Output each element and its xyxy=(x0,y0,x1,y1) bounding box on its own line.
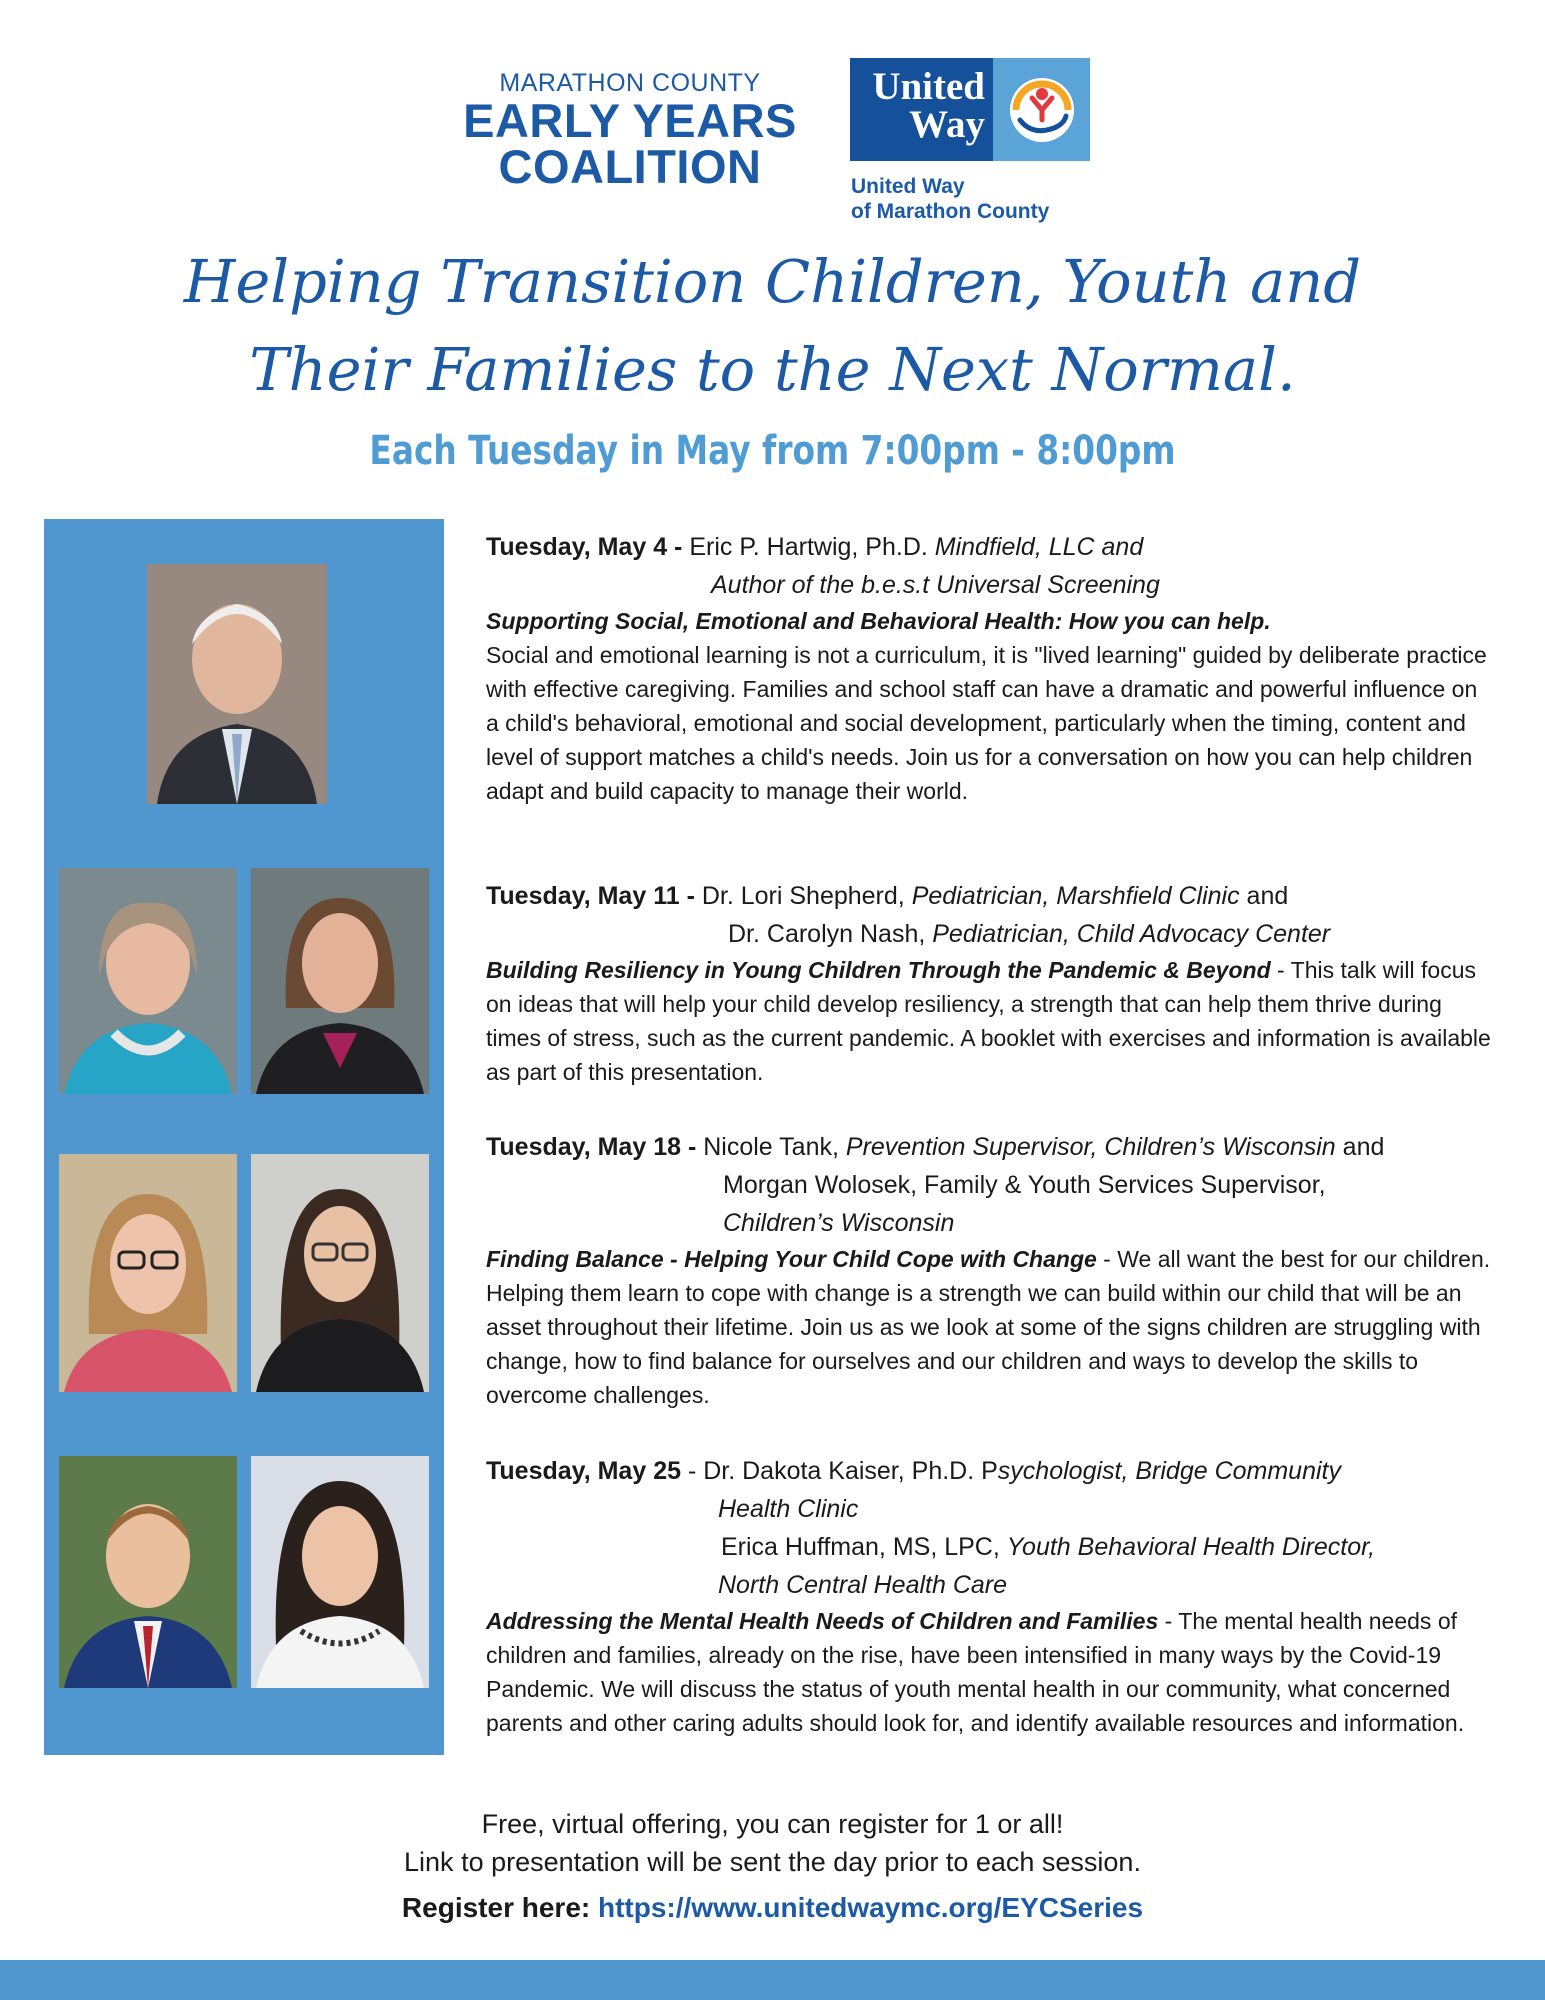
speaker-name: Dr. Carolyn Nash, xyxy=(728,920,933,948)
session-description: Social and emotional learning is not a curriculum, it is "lived learning" guided by deliberate practice with effective caregiving. Families and school staff can have a dramatic and powerful influence on a child's behavioral, emotional and social development, particularly when the timing, content and level of support matches a child's needs. Join us for a conversation on how you can help children adapt and build capacity to manage their world. xyxy=(486,642,1487,804)
speaker-role: Pediatrician, Marshfield Clinic xyxy=(911,882,1240,910)
speaker-name: Dr. Lori Shepherd, xyxy=(701,882,912,910)
speaker-role: Author of the b.e.s.t Universal Screening xyxy=(711,571,1160,599)
speaker-name: Dr. Dakota Kaiser, Ph.D. P xyxy=(703,1457,998,1485)
session-date: Tuesday, May 25 xyxy=(486,1457,681,1485)
session-topic: Supporting Social, Emotional and Behavioral Health: How you can help. xyxy=(486,608,1271,634)
session-may-25: Tuesday, May 25 - Dr. Dakota Kaiser, Ph.D. Psychologist, Bridge Community Health Clinic Erica Huffman, MS, LPC, Youth Behavioral Health Director, North Central Health Care Addressing the Mental Health Needs of Children and Families - The mental health needs of children and families, already on the rise, have been intensified in many ways by the Covid-19 Pandemic. We will discuss the status of youth mental health in our community, what concerned parents and other caring adults should look for, and identify available resources and information. xyxy=(486,1457,1465,1736)
speaker-role: Health Clinic xyxy=(718,1495,859,1523)
coalition-sub: MARATHON COUNTY xyxy=(499,69,761,97)
session-may-4: Tuesday, May 4 - Eric P. Hartwig, Ph.D. Mindfield, LLC and Author of the b.e.s.t Universal Screening Supporting Social, Emotional and Behavioral Health: How you can help. Social and emotional learning is not a curriculum, it is "lived learning" guided by deliberate practice with effective caregiving. Families and school staff can have a dramatic and powerful influence on a child's behavioral, emotional and social development, particularly when the timing, content and level of support matches a child's needs. Join us for a conversation on how you can help children adapt and build capacity to manage their world. xyxy=(486,528,1496,808)
page-subtitle: Each Tuesday in May from 7:00pm - 8:00pm xyxy=(369,428,1176,474)
coalition-line1: EARLY YEARS xyxy=(463,94,797,147)
united-way-logo xyxy=(850,58,1090,161)
speaker-name: Eric P. Hartwig, Ph.D. xyxy=(689,533,935,561)
speaker-photo-wolosek xyxy=(251,1154,429,1392)
session-date: Tuesday, May 4 xyxy=(486,533,668,561)
early-years-coalition-logo xyxy=(455,68,805,193)
speaker-photo-kaiser xyxy=(59,1456,237,1688)
speaker-role: Pediatrician, Child Advocacy Center xyxy=(932,920,1331,948)
speaker-photo-tank xyxy=(59,1154,237,1392)
session-may-18: Tuesday, May 18 - Nicole Tank, Prevention Supervisor, Children’s Wisconsin and Morgan Wolosek, Family & Youth Services Supervisor, Children’s Wisconsin Finding Balance - Helping Your Child Cope with Change - We all want the best for our children. Helping them learn to cope with change is a strength we can build within our child that will be an asset throughout their lifetime. Join us as we look at some of the signs children are struggling with change, how to find balance for ourselves and our children and ways to develop the skills to overcome challenges. xyxy=(486,1133,1491,1408)
speaker-role: sychologist, Bridge Community xyxy=(997,1457,1341,1485)
register-line xyxy=(0,1889,1545,1927)
session-description: This talk will focus on ideas that will help your child develop resiliency, a strength that can help them thrive during times of stress, such as the current pandemic. A booklet with exercises and information is available as part of this presentation. xyxy=(486,957,1491,1085)
speaker-name: Nicole Tank, xyxy=(703,1133,846,1161)
speaker-photo-panel xyxy=(44,519,444,1755)
register-link[interactable]: https://www.unitedwaymc.org/EYCSeries xyxy=(598,1892,1144,1923)
session-may-11: Tuesday, May 11 - Dr. Lori Shepherd, Pediatrician, Marshfield Clinic and Dr. Carolyn Nash, Pediatrician, Child Advocacy Center Building Resiliency in Young Children Through the Pandemic & Beyond - This talk will focus on ideas that will help your child develop resiliency, a strength that can help them thrive during times of stress, such as the current pandemic. A booklet with exercises and information is available as part of this presentation. xyxy=(486,882,1491,1085)
session-topic: Finding Balance - Helping Your Child Cope with Change xyxy=(486,1246,1097,1272)
footer-line1: Free, virtual offering, you can register for 1 or all! xyxy=(481,1809,1064,1839)
speaker-name: Morgan Wolosek, Family & Youth Services Supervisor, xyxy=(723,1171,1326,1199)
speaker-photo-hartwig xyxy=(147,564,327,804)
speaker-name: Erica Huffman, MS, LPC, xyxy=(721,1533,1007,1561)
session-date: Tuesday, May 18 xyxy=(486,1133,681,1161)
footer-line2: Link to presentation will be sent the day prior to each session. xyxy=(404,1847,1141,1877)
speaker-role: Mindfield, LLC and xyxy=(934,533,1144,561)
speaker-role: Children’s Wisconsin xyxy=(723,1209,955,1237)
session-date: Tuesday, May 11 xyxy=(486,882,680,910)
page-title xyxy=(0,238,1545,414)
speaker-role: Prevention Supervisor, Children’s Wisconsin xyxy=(845,1133,1336,1161)
speaker-role: North Central Health Care xyxy=(718,1571,1008,1599)
speaker-photo-huffman xyxy=(251,1456,429,1688)
register-label: Register here: xyxy=(401,1892,598,1923)
title-line2: Their Families to the Next Normal. xyxy=(249,335,1296,404)
session-topic: Building Resiliency in Young Children Through the Pandemic & Beyond xyxy=(486,957,1271,983)
session-description: We all want the best for our children. Helping them learn to cope with change is a strength we can build within our child that will be an asset throughout their lifetime. Join us as we look at some of the signs children are struggling with change, how to find balance for ourselves and our children and ways to develop the skills to overcome challenges. xyxy=(486,1246,1491,1408)
speaker-photo-nash xyxy=(251,868,429,1094)
united-way-hand-icon xyxy=(993,58,1090,161)
session-description: The mental health needs of children and families, already on the rise, have been intensified in many ways by the Covid-19 Pandemic. We will discuss the status of youth mental health in our community, what concerned parents and other caring adults should look for, and identify available resources and information. xyxy=(486,1608,1465,1736)
footer xyxy=(0,1805,1545,1927)
title-line1: Helping Transition Children, Youth and xyxy=(183,247,1362,316)
speaker-role: Youth Behavioral Health Director, xyxy=(1006,1533,1376,1561)
united-way-caption: United Way of Marathon County xyxy=(851,175,1050,223)
coalition-line2: COALITION xyxy=(498,140,762,193)
bottom-bar xyxy=(0,1960,1545,2000)
session-topic: Addressing the Mental Health Needs of Children and Families xyxy=(486,1608,1159,1634)
speaker-photo-shepherd xyxy=(59,868,237,1094)
united-way-wordmark: United Way xyxy=(850,58,993,161)
